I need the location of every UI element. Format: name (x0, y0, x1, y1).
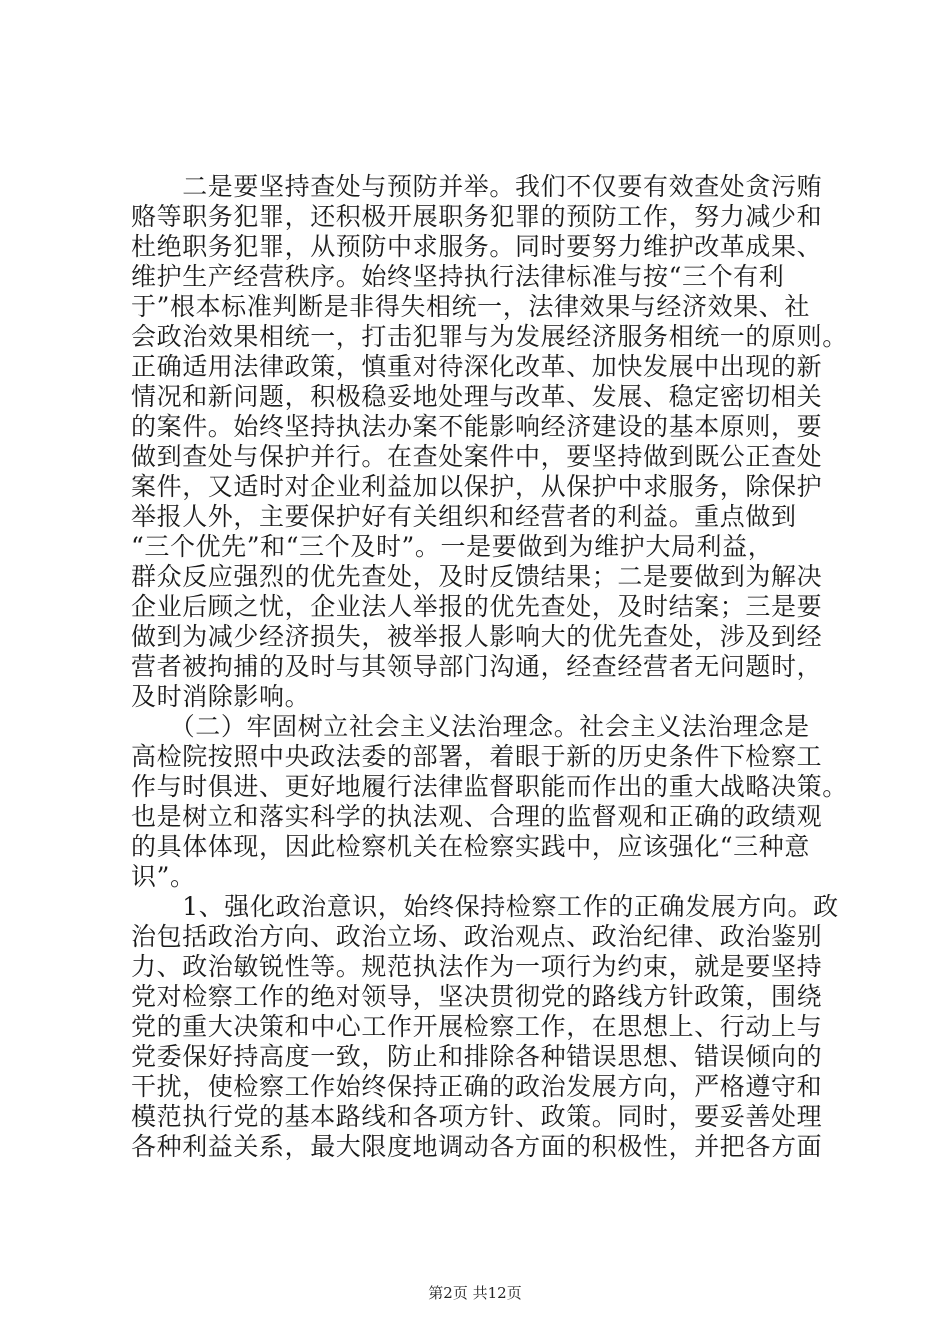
text-line: 营者被拘捕的及时与其领导部门沟通，经查经营者无问题时， (131, 652, 823, 681)
text-line: 治包括政治方向、政治立场、政治观点、政治纪律、政治鉴别 (131, 922, 823, 951)
text-line: 做到查处与保护并行。在查处案件中，要坚持做到既公正查处 (131, 442, 823, 471)
text-line: 力、政治敏锐性等。规范执法作为一项行为约束，就是要坚持 (131, 952, 823, 981)
text-line: 赂等职务犯罪，还积极开展职务犯罪的预防工作，努力减少和 (131, 202, 823, 231)
text-line: 1、强化政治意识，始终保持检察工作的正确发展方向。政 (131, 892, 839, 921)
text-line: 干扰，使检察工作始终保持正确的政治发展方向，严格遵守和 (131, 1072, 823, 1101)
text-line: 高检院按照中央政法委的部署，着眼于新的历史条件下检察工 (131, 742, 823, 771)
page-number-footer: 第2页 共12页 (428, 1284, 522, 1302)
text-line: 杜绝职务犯罪，从预防中求服务。同时要努力维护改革成果、 (131, 232, 823, 261)
text-line: 党的重大决策和中心工作开展检察工作，在思想上、行动上与 (131, 1012, 823, 1041)
text-line: 二是要坚持查处与预防并举。我们不仅要有效查处贪污贿 (131, 172, 823, 201)
text-line: 识”。 (131, 862, 196, 891)
text-line: 企业后顾之忧，企业法人举报的优先查处，及时结案；三是要 (131, 592, 823, 621)
text-line: 的案件。始终坚持执法办案不能影响经济建设的基本原则，要 (131, 412, 823, 441)
text-line: 也是树立和落实科学的执法观、合理的监督观和正确的政绩观 (131, 802, 823, 831)
text-line: 各种利益关系，最大限度地调动各方面的积极性，并把各方面 (131, 1132, 823, 1161)
text-line: 模范执行党的基本路线和各项方针、政策。同时，要妥善处理 (131, 1102, 823, 1131)
text-line: 案件，又适时对企业利益加以保护，从保护中求服务，除保护 (131, 472, 823, 501)
text-line: 于”根本标准判断是非得失相统一，法律效果与经济效果、社 (131, 292, 810, 321)
text-line: 情况和新问题，积极稳妥地处理与改革、发展、稳定密切相关 (131, 382, 823, 411)
text-line: 作与时俱进、更好地履行法律监督职能而作出的重大战略决策。 (131, 772, 848, 801)
text-line: 的具体体现，因此检察机关在检察实践中，应该强化“三种意 (131, 832, 810, 861)
text-line: 党委保好持高度一致，防止和排除各种错误思想、错误倾向的 (131, 1042, 823, 1071)
text-line: “三个优先”和“三个及时”。一是要做到为维护大局利益， (131, 532, 774, 561)
text-line: 及时消除影响。 (131, 682, 311, 711)
text-line: 维护生产经营秩序。始终坚持执行法律标准与按“三个有利 (131, 262, 785, 291)
text-line: 做到为减少经济损失，被举报人影响大的优先查处，涉及到经 (131, 622, 823, 651)
text-line: 举报人外，主要保护好有关组织和经营者的利益。重点做到 (131, 502, 797, 531)
text-line: 会政治效果相统一，打击犯罪与为发展经济服务相统一的原则。 (131, 322, 848, 351)
text-line: 党对检察工作的绝对领导，坚决贯彻党的路线方针政策，围绕 (131, 982, 823, 1011)
document-body (131, 172, 851, 1162)
text-line: （二）牢固树立社会主义法治理念。社会主义法治理念是 (131, 712, 810, 741)
text-line: 群众反应强烈的优先查处，及时反馈结果；二是要做到为解决 (131, 562, 823, 591)
text-line: 正确适用法律政策，慎重对待深化改革、加快发展中出现的新 (131, 352, 823, 381)
